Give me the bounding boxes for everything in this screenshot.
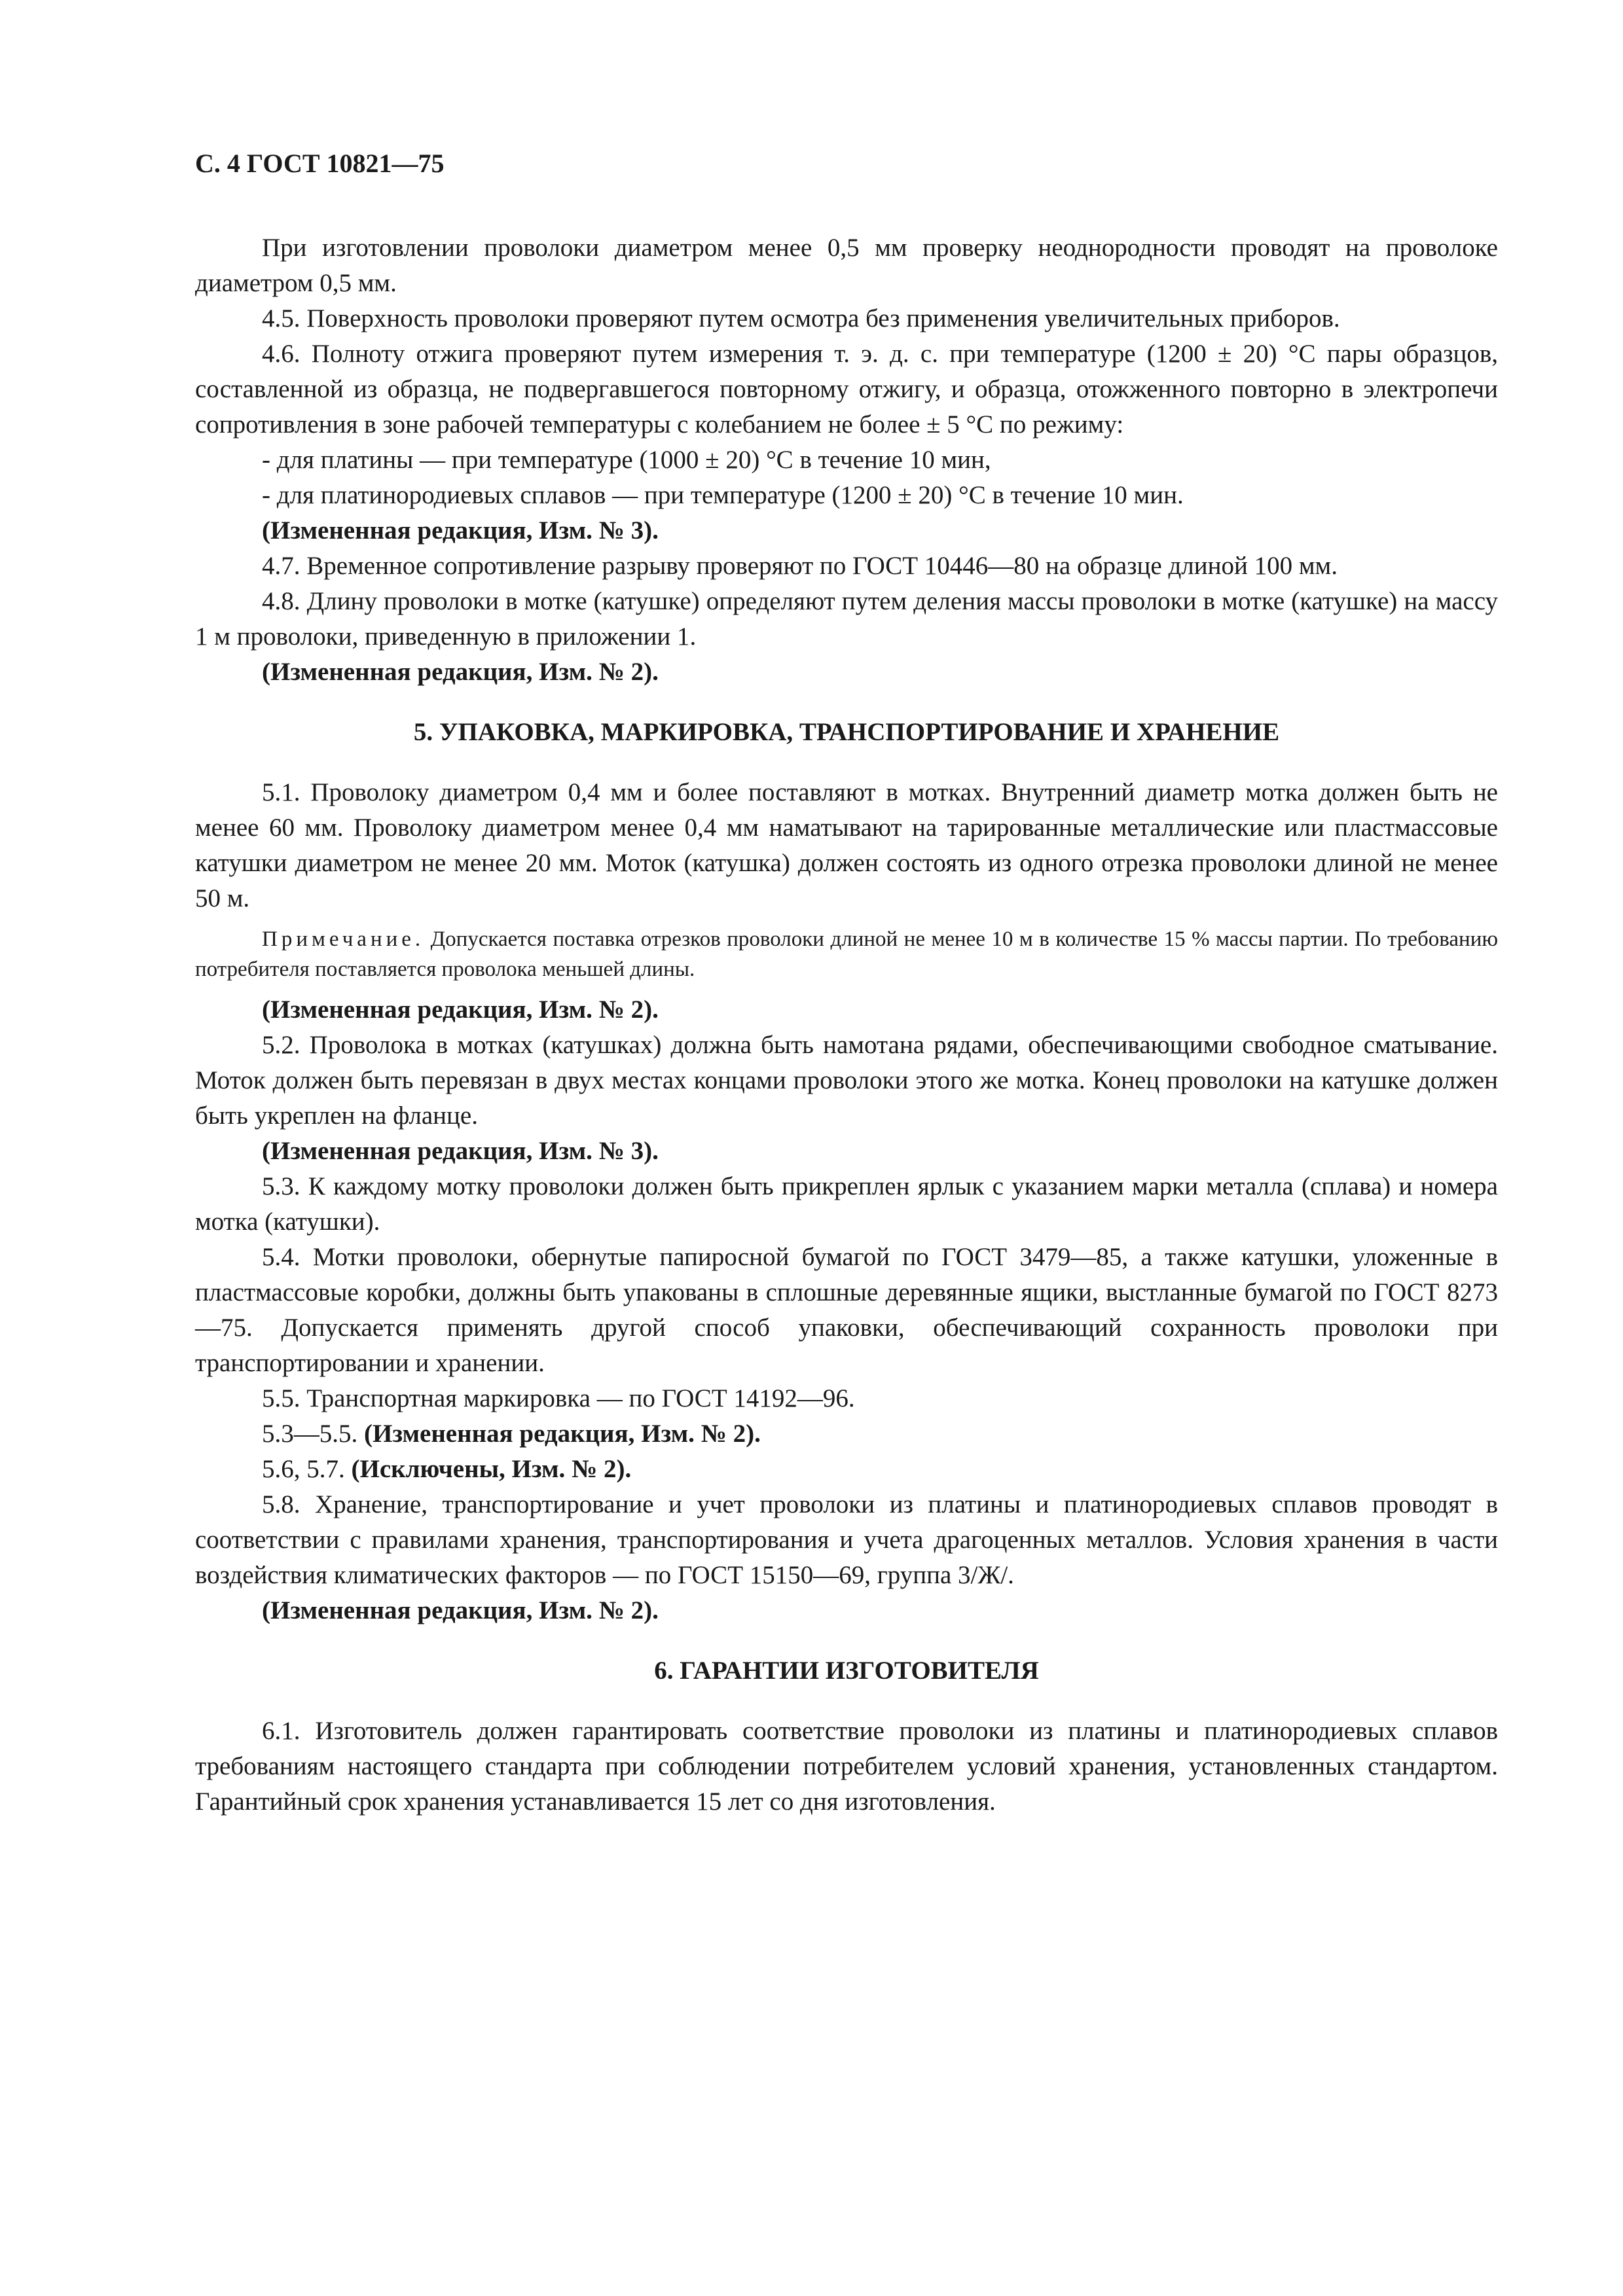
paragraph-4-8: 4.8. Длину проволоки в мотке (катушке) определяют путем деления массы проволоки в мотке (катушке) на массу 1 м проволоки, приведенную в приложении 1. [195, 587, 1498, 651]
edit-note-amendment-2-c: (Измененная редакция, Изм. № 2). [262, 1596, 659, 1624]
list-item-platinum-rhodium: - для платинородиевых сплавов — при температуре (1200 ± 20) °С в течение 10 мин. [262, 481, 1184, 509]
edit-note-amendment-3-b: (Измененная редакция, Изм. № 3). [262, 1137, 659, 1165]
edit-note-amendment-3: (Измененная редакция, Изм. № 3). [262, 516, 659, 545]
section-5-title: 5. УПАКОВКА, МАРКИРОВКА, ТРАНСПОРТИРОВАНИЕ И ХРАНЕНИЕ [413, 718, 1280, 746]
paragraph-5-6-5-7 [195, 1452, 1498, 1487]
clause-range-5-3-5-5: 5.3—5.5. [262, 1420, 358, 1448]
section-6-title: 6. ГАРАНТИИ ИЗГОТОВИТЕЛЯ [654, 1657, 1039, 1685]
paragraph-5-3-5-5 [195, 1416, 1498, 1452]
paragraph-wire-inhomogeneity: При изготовлении проволоки диаметром менее 0,5 мм проверку неоднородности проводят на проволоке диаметром 0,5 мм. [195, 234, 1498, 297]
edit-note-excluded: (Исключены, Изм. № 2). [351, 1455, 632, 1483]
paragraph-4-7: 4.7. Временное сопротивление разрыву проверяют по ГОСТ 10446—80 на образце длиной 100 мм. [262, 552, 1338, 580]
paragraph-5-8: 5.8. Хранение, транспортирование и учет проволоки из платины и платинородиевых сплавов проводят в соответствии с правилами хранения, транспортирования и учета драгоценных металлов. Условия хранения в части воздействия климатических факторов — по ГОСТ 15150—69, группа 3/Ж/. [195, 1490, 1498, 1589]
paragraph-6-1: 6.1. Изготовитель должен гарантировать соответствие проволоки из платины и платинородиевых сплавов требованиям настоящего стандарта при соблюдении потребителем условий хранения, установленных стандартом. Гарантийный срок хранения устанавливается 15 лет со дня изготовления. [195, 1717, 1498, 1816]
note-label: Примечание. [262, 927, 425, 951]
note-text: Допускается поставка отрезков проволоки длиной не менее 10 м в количестве 15 % массы партии. По требованию потребителя поставляется проволока меньшей длины. [195, 927, 1499, 981]
edit-note-inline-5-3-5-5: (Измененная редакция, Изм. № 2). [364, 1420, 761, 1448]
list-item-platinum: - для платины — при температуре (1000 ± 20) °С в течение 10 мин, [262, 446, 991, 474]
paragraph-5-3: 5.3. К каждому мотку проволоки должен быть прикреплен ярлык с указанием марки металла (сплава) и номера мотка (катушки). [195, 1172, 1498, 1236]
paragraph-4-5: 4.5. Поверхность проволоки проверяют путем осмотра без применения увеличительных приборов. [262, 304, 1340, 332]
page-header: С. 4 ГОСТ 10821—75 [195, 149, 445, 178]
paragraph-5-1: 5.1. Проволоку диаметром 0,4 мм и более поставляют в мотках. Внутренний диаметр мотка должен быть не менее 60 мм. Проволоку диаметром менее 0,4 мм наматывают на тарированные металлические или пластмассовые катушки диаметром не менее 20 мм. Моток (катушка) должен состоять из одного отрезка проволоки длиной не менее 50 м. [195, 778, 1498, 912]
document-page [195, 144, 1498, 1820]
paragraph-4-6: 4.6. Полноту отжига проверяют путем измерения т. э. д. с. при температуре (1200 ± 20) °С пары образцов, составленной из образца, не подвергавшегося повторному отжигу, и образца, отожженного повторно в электропечи сопротивления в зоне рабочей температуры с колебанием не более ± 5 °С по режиму: [195, 340, 1498, 439]
paragraph-5-5: 5.5. Транспортная маркировка — по ГОСТ 14192—96. [262, 1384, 855, 1412]
clause-range-5-6-5-7: 5.6, 5.7. [262, 1455, 345, 1483]
paragraph-5-2: 5.2. Проволока в мотках (катушках) должна быть намотана рядами, обеспечивающими свободное сматывание. Моток должен быть перевязан в двух местах концами проволоки этого же мотка. Конец проволоки на катушке должен быть укреплен на фланце. [195, 1031, 1498, 1130]
edit-note-amendment-2-b: (Измененная редакция, Изм. № 2). [262, 996, 659, 1024]
edit-note-amendment-2: (Измененная редакция, Изм. № 2). [262, 658, 659, 686]
note-paragraph [195, 924, 1498, 984]
paragraph-5-4: 5.4. Мотки проволоки, обернутые папиросной бумагой по ГОСТ 3479—85, а также катушки, уложенные в пластмассовые коробки, должны быть упакованы в сплошные деревянные ящики, выстланные бумагой по ГОСТ 8273—75. Допускается применять другой способ упаковки, обеспечивающий сохранность проволоки при транспортировании и хранении. [195, 1243, 1498, 1377]
